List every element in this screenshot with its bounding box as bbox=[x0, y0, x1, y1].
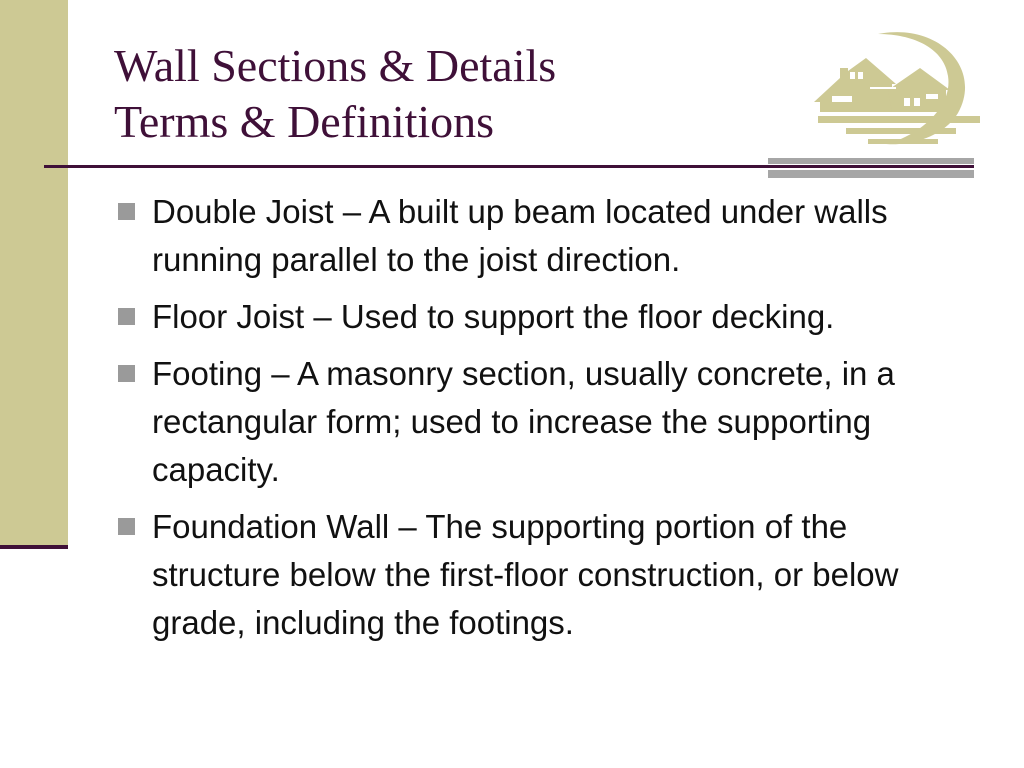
term-text: Foundation Wall – The supporting portion of the structure below the first-floor construction, or below grade, including the footings. bbox=[152, 508, 899, 641]
logo-window bbox=[858, 72, 863, 79]
logo-window bbox=[926, 94, 938, 99]
term-floor-joist bbox=[116, 293, 976, 341]
title-line-2: Terms & Definitions bbox=[114, 96, 495, 147]
logo-window bbox=[850, 72, 855, 79]
square-bullet-icon bbox=[118, 203, 135, 220]
left-accent-bar bbox=[0, 0, 68, 545]
term-text: Double Joist – A built up beam located under walls running parallel to the joist direction. bbox=[152, 193, 888, 278]
terms-list bbox=[116, 188, 976, 656]
square-bullet-icon bbox=[118, 365, 135, 382]
slide-title bbox=[114, 38, 774, 150]
logo-house-main bbox=[814, 58, 896, 112]
house-logo-icon bbox=[808, 28, 984, 152]
term-double-joist bbox=[116, 188, 976, 284]
square-bullet-icon bbox=[118, 308, 135, 325]
title-line-1: Wall Sections & Details bbox=[114, 40, 557, 91]
logo-ground-line-1 bbox=[818, 116, 980, 123]
logo-ground-line-2 bbox=[846, 128, 956, 134]
header-gray-bar-top bbox=[768, 158, 974, 164]
logo-ground-line-3 bbox=[868, 139, 938, 144]
square-bullet-icon bbox=[118, 518, 135, 535]
header-gray-bar-bottom bbox=[768, 170, 974, 178]
logo-window bbox=[904, 98, 910, 106]
term-footing bbox=[116, 350, 976, 494]
term-text: Floor Joist – Used to support the floor decking. bbox=[152, 298, 835, 335]
term-foundation-wall bbox=[116, 503, 976, 647]
left-accent-bar-base bbox=[0, 545, 68, 549]
logo-window bbox=[832, 96, 852, 102]
term-text: Footing – A masonry section, usually concrete, in a rectangular form; used to increase the supporting capacity. bbox=[152, 355, 895, 488]
logo-window bbox=[914, 98, 920, 106]
header-divider-line bbox=[44, 165, 974, 168]
